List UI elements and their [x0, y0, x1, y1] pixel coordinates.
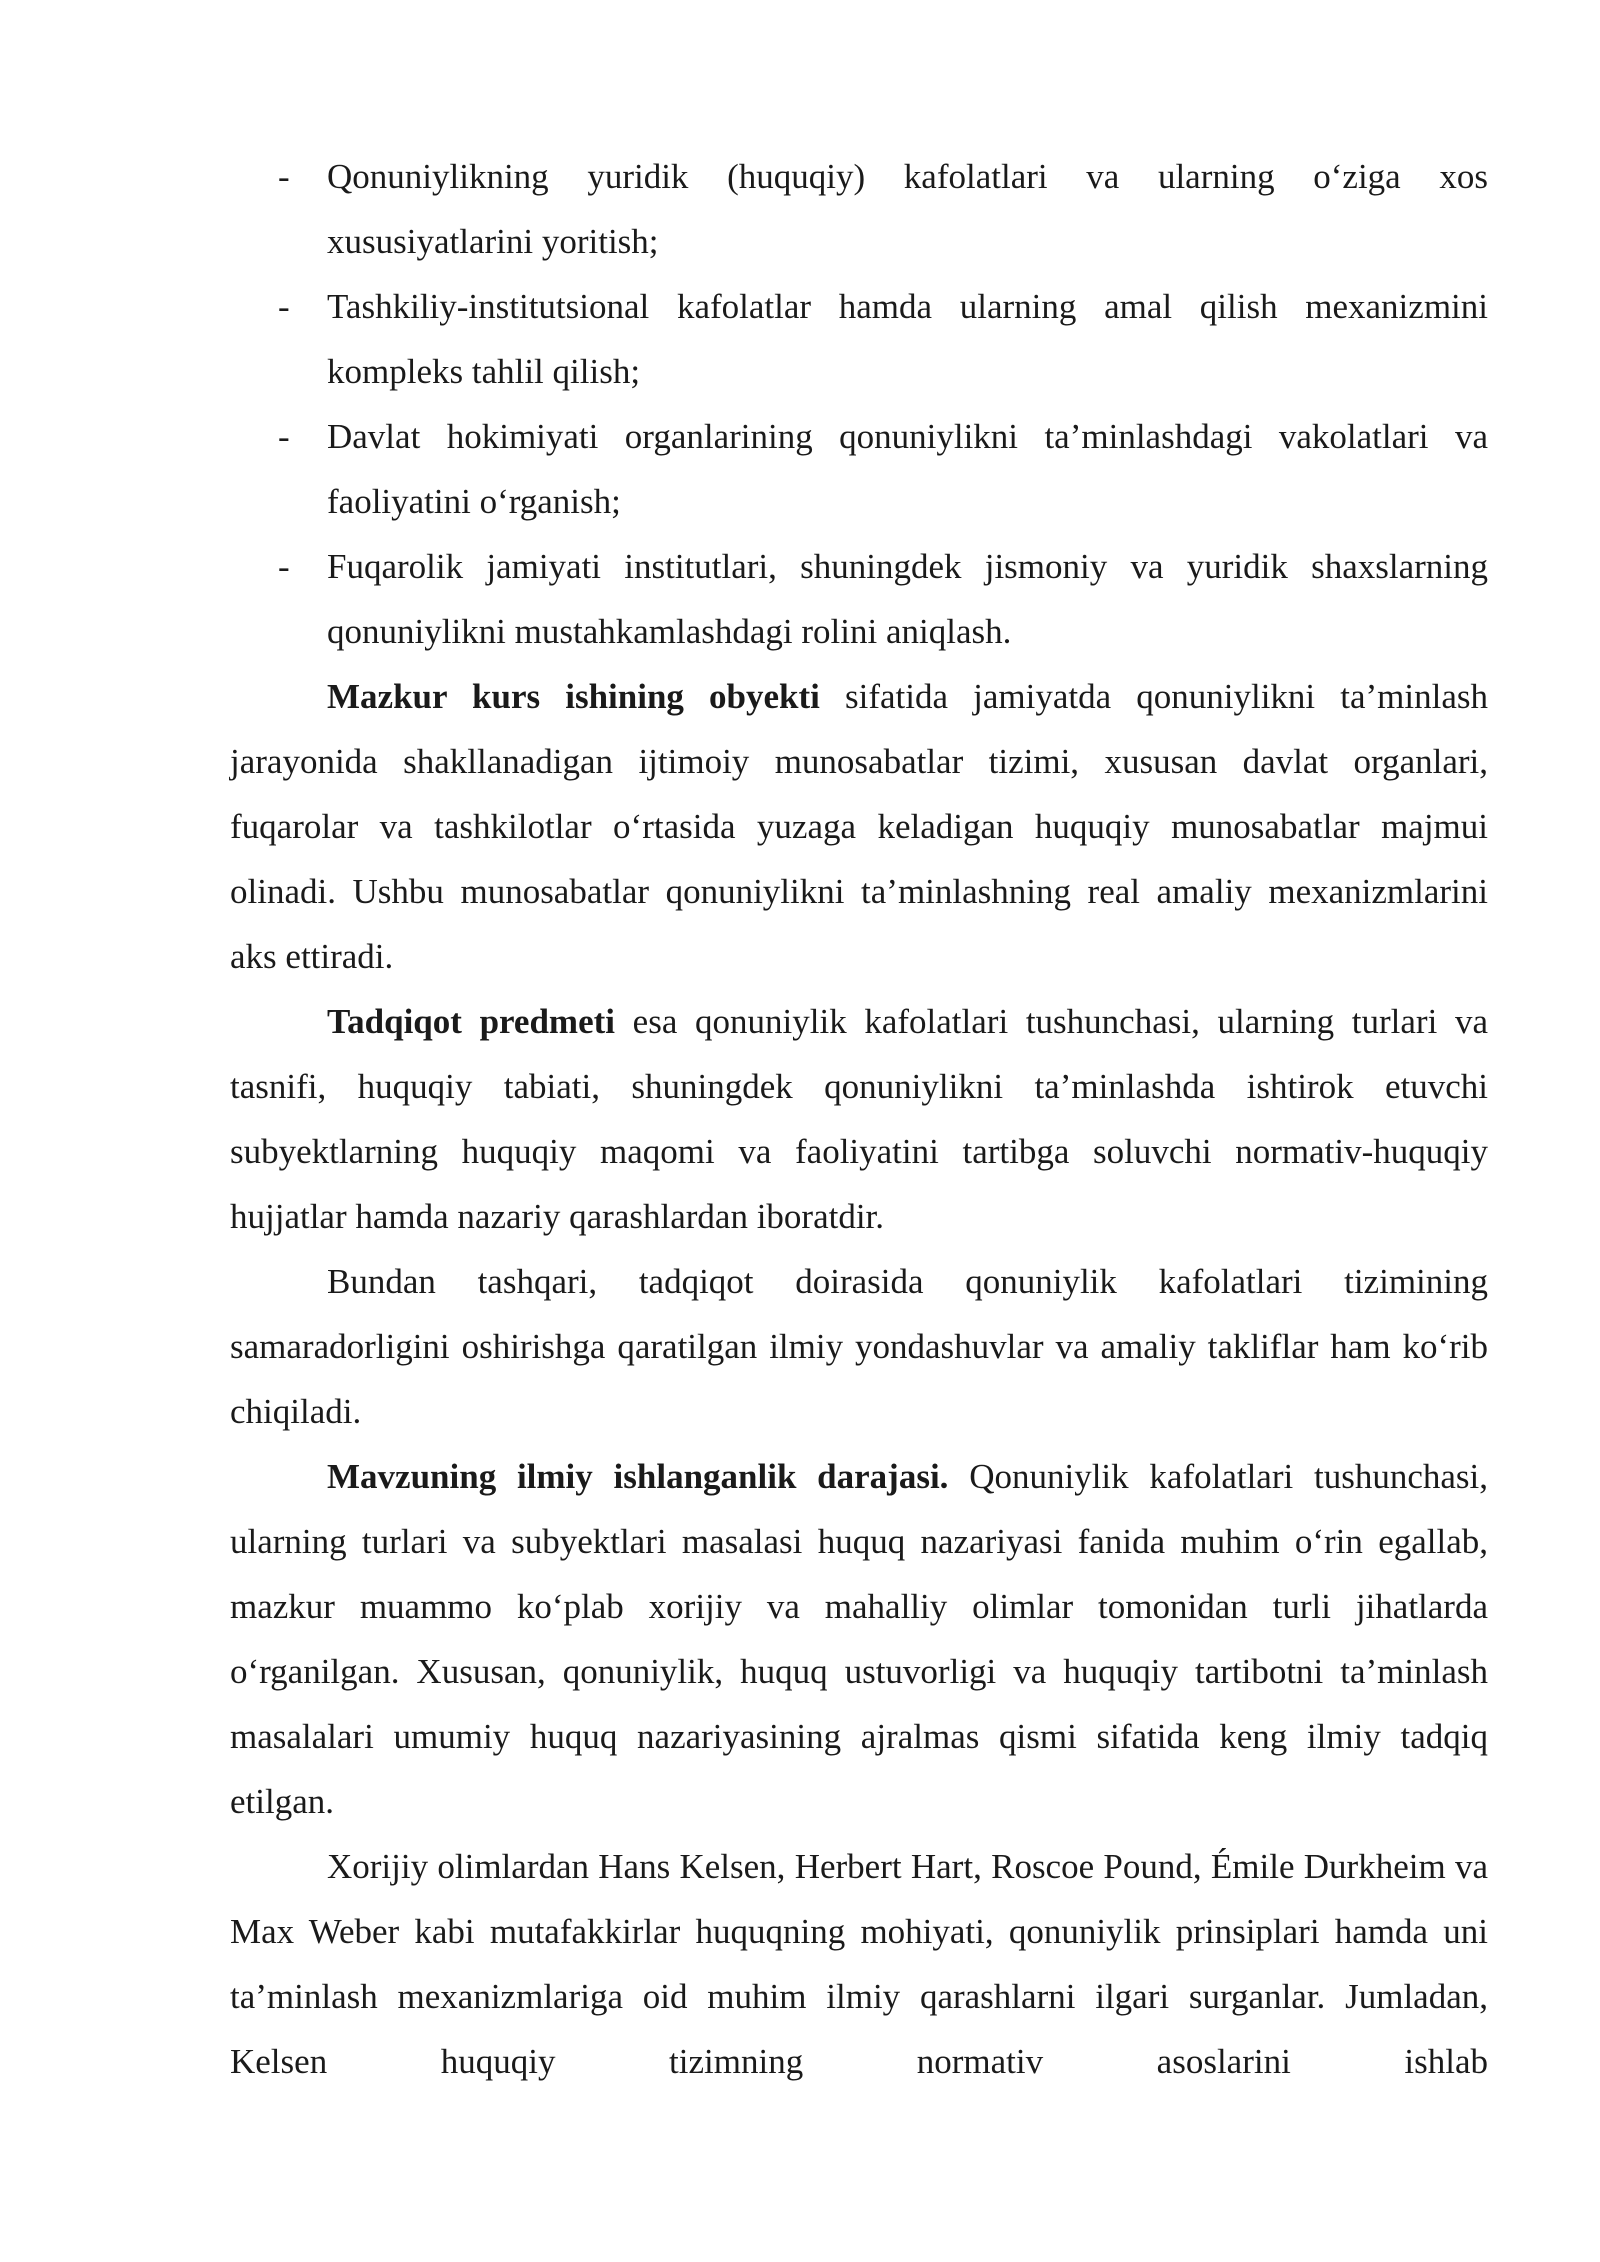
bullet-dash: - — [278, 157, 290, 196]
list-item-text: Davlat hokimiyati organlarining qonuniylikni ta’minlashdagi vakolatlari va faoliyatini o‘rganish; — [327, 417, 1488, 521]
list-item-text: Qonuniylikning yuridik (huquqiy) kafolatlari va ularning o‘ziga xos xususiyatlarini yoritish; — [327, 157, 1488, 261]
list-item — [230, 534, 1488, 664]
foreign-scholars-text: Xorijiy olimlardan Hans Kelsen, Herbert Hart, Roscoe Pound, Émile Durkheim va Max Weber kabi mutafakkirlar huquqning mohiyati, qonuniylik prinsiplari hamda uni ta’minlash mexanizmlariga oid muhim ilmiy qarashlarni ilgari surganlar. Jumladan, Kelsen huquqiy tizimning normativ asoslarini ishlab — [230, 1847, 1488, 2081]
research-degree-text: Qonuniylik kafolatlari tushunchasi, ularning turlari va subyektlari masalasi huquq nazariyasi fanida muhim o‘rin egallab, mazkur muammo ko‘plab xorijiy va mahalliy olimlar tomonidan turli jihatlarda o‘rganilgan. Xususan, qonuniylik, huquq ustuvorligi va huquqiy tartibotni ta’minlash masalalari umumiy huquq nazariyasining ajralmas qismi sifatida keng ilmiy tadqiq etilgan. — [230, 1457, 1488, 1821]
research-degree-heading: Mavzuning ilmiy ishlanganlik darajasi. — [327, 1457, 949, 1496]
additional-paragraph — [230, 1249, 1488, 1444]
bullet-dash: - — [278, 547, 290, 586]
list-item — [230, 144, 1488, 274]
document-page — [230, 144, 1488, 2094]
object-text: sifatida jamiyatda qonuniylikni ta’minlash jarayonida shakllanadigan ijtimoiy munosabatlar tizimi, xususan davlat organlari, fuqarolar va tashkilotlar o‘rtasida yuzaga keladigan huquqiy munosabatlar majmui olinadi. Ushbu munosabatlar qonuniylikni ta’minlashning real amaliy mexanizmlarini aks ettiradi. — [230, 677, 1488, 976]
object-heading: Mazkur kurs ishining obyekti — [327, 677, 820, 716]
bullet-dash: - — [278, 417, 290, 456]
list-item — [230, 404, 1488, 534]
research-degree-paragraph — [230, 1444, 1488, 1834]
subject-paragraph — [230, 989, 1488, 1249]
subject-heading: Tadqiqot predmeti — [327, 1002, 616, 1041]
subject-text: esa qonuniylik kafolatlari tushunchasi, ularning turlari va tasnifi, huquqiy tabiati, shuningdek qonuniylikni ta’minlashda ishtirok etuvchi subyektlarning huquqiy maqomi va faoliyatini tartibga soluvchi normativ-huquqiy hujjatlar hamda nazariy qarashlardan iboratdir. — [230, 1002, 1488, 1236]
list-item-text: Tashkiliy-institutsional kafolatlar hamda ularning amal qilish mexanizmini kompleks tahlil qilish; — [327, 287, 1488, 391]
list-item-text: Fuqarolik jamiyati institutlari, shuningdek jismoniy va yuridik shaxslarning qonuniylikni mustahkamlashdagi rolini aniqlash. — [327, 547, 1488, 651]
additional-text: Bundan tashqari, tadqiqot doirasida qonuniylik kafolatlari tizimining samaradorligini oshirishga qaratilgan ilmiy yondashuvlar va amaliy takliflar ham ko‘rib chiqiladi. — [230, 1262, 1488, 1431]
bullet-dash: - — [278, 287, 290, 326]
list-item — [230, 274, 1488, 404]
foreign-scholars-paragraph — [230, 1834, 1488, 2094]
object-paragraph — [230, 664, 1488, 989]
